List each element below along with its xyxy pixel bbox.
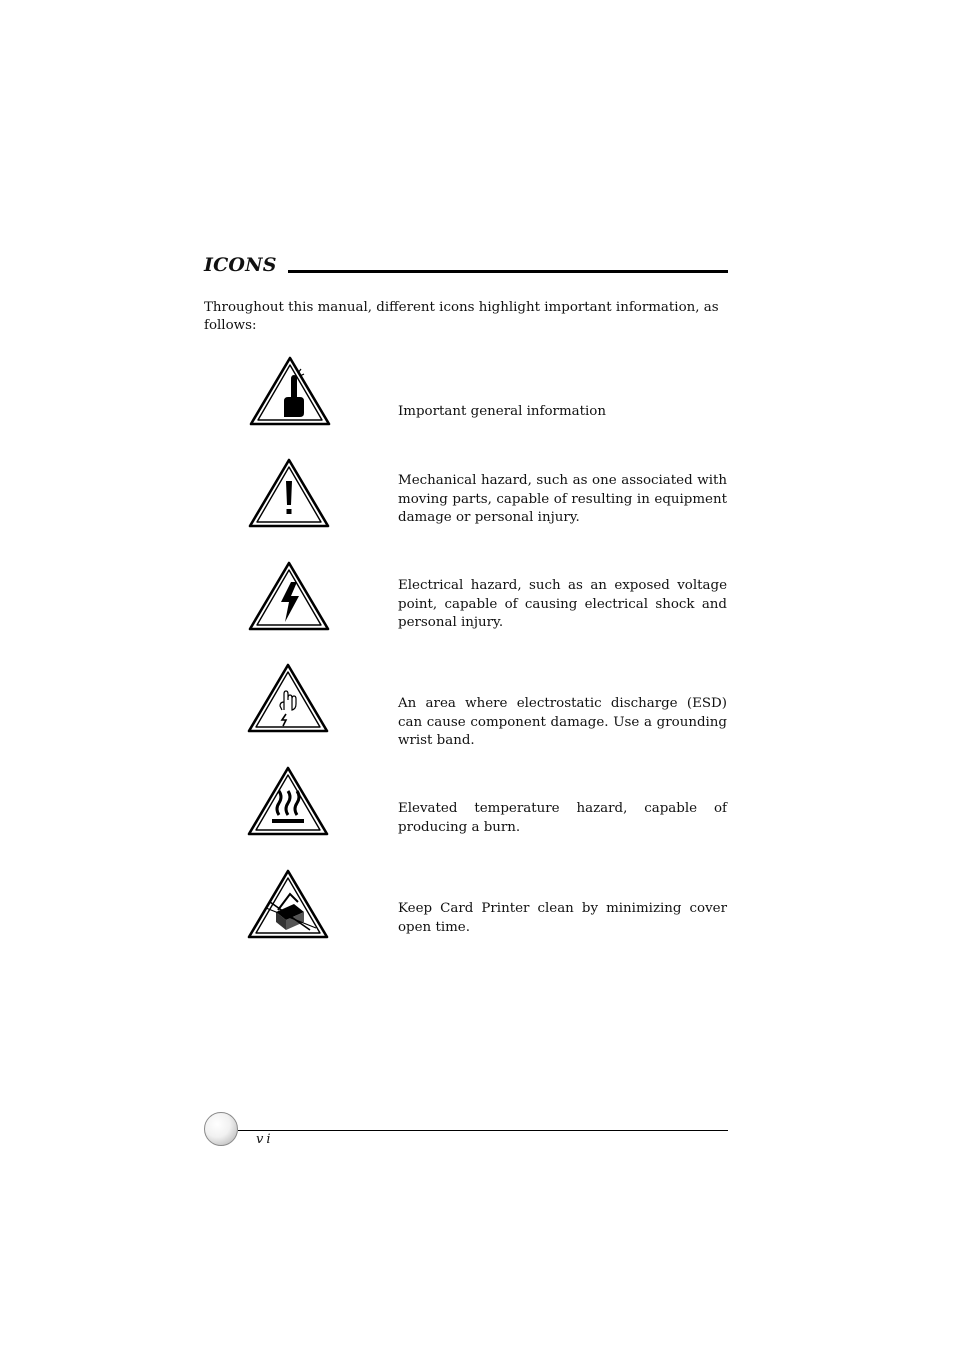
icon-description: Elevated temperature hazard, capable of producing a burn. [398,801,727,835]
icon-description: An area where electrostatic discharge (ESD) can cause component damage. Use a grounding wrist band. [398,696,727,749]
page-number: vi [256,1132,274,1147]
icon-description: Mechanical hazard, such as one associated with moving parts, capable of resulting in equipment damage or personal injury. [398,473,727,526]
pointing-finger-icon [248,355,332,427]
exclamation-icon [247,457,331,529]
section-title: ICONS [204,254,277,276]
hot-surface-icon [246,765,330,837]
esd-hand-icon [246,662,330,734]
intro-text: Throughout this manual, different icons highlight important information, as follows: [204,300,719,333]
footer-disc-icon [204,1112,238,1146]
icon-description: Keep Card Printer clean by minimizing cover open time. [398,901,727,935]
lightning-bolt-icon [247,560,331,632]
footer-rule [238,1130,728,1131]
clean-printer-icon [246,868,330,940]
icon-description: Important general information [398,404,606,419]
title-rule [288,270,728,273]
icon-description: Electrical hazard, such as an exposed voltage point, capable of causing electrical shock and personal injury. [398,578,727,631]
